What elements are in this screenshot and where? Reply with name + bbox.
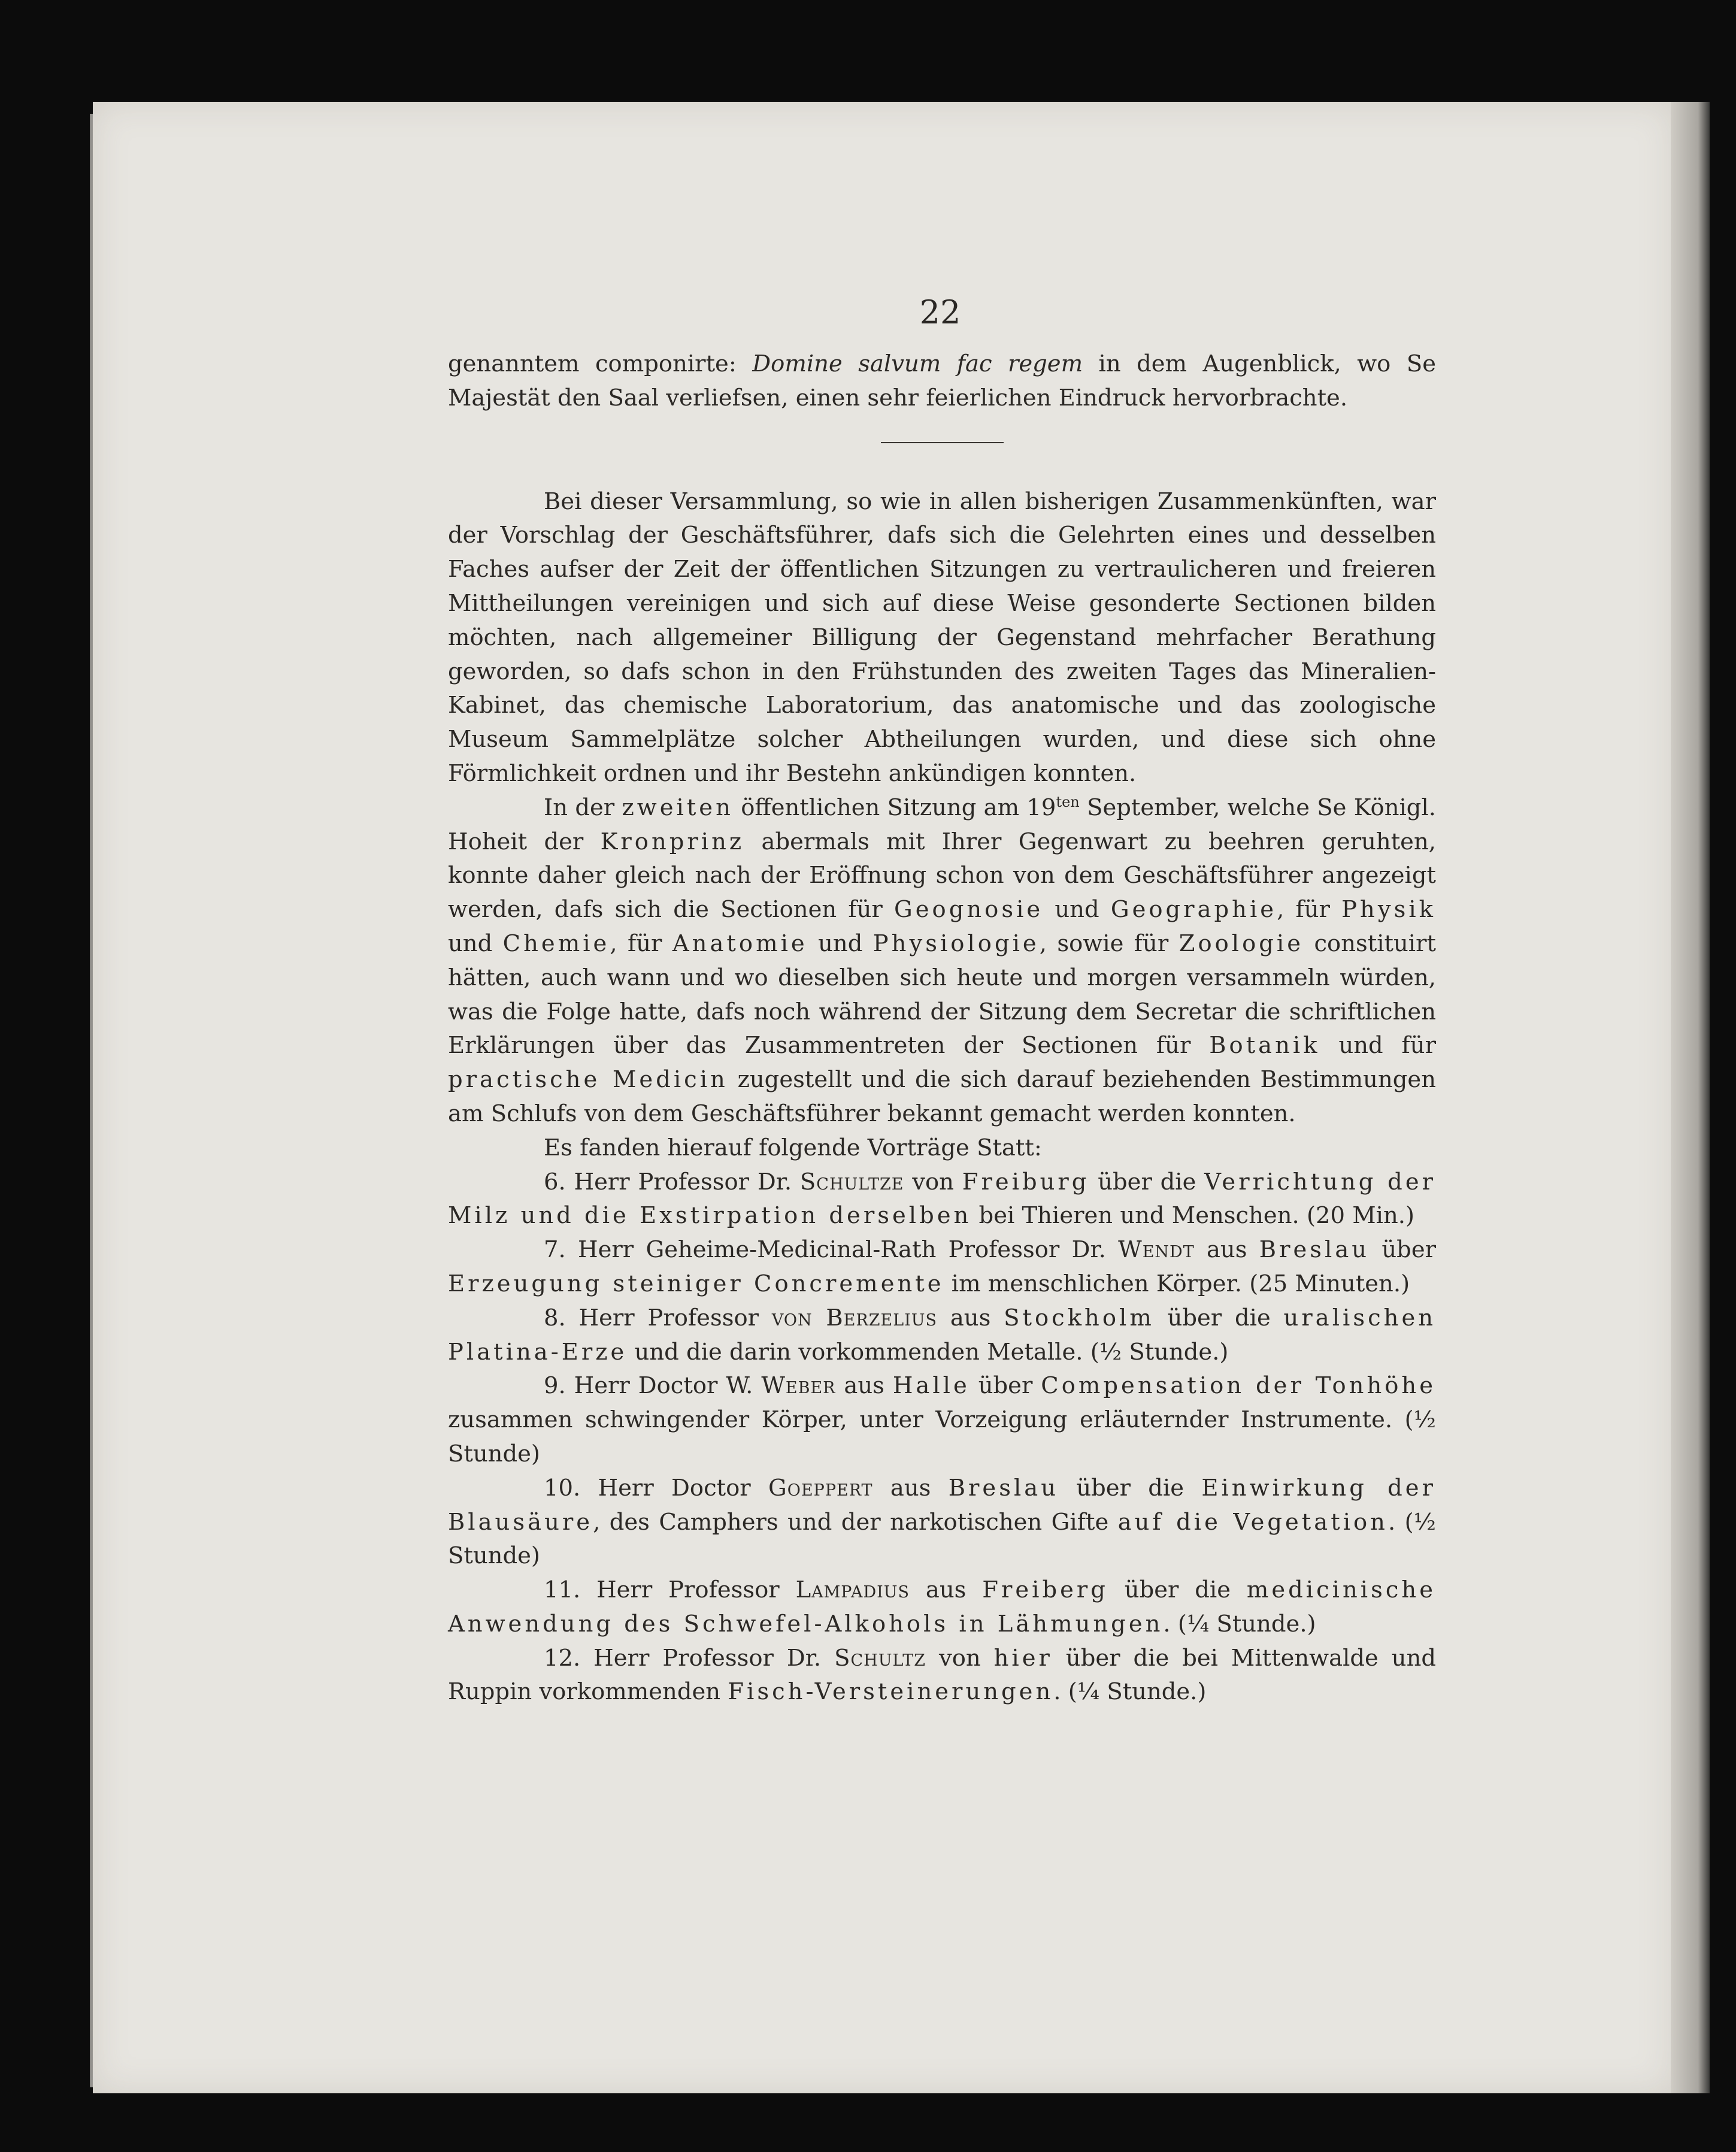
lecture-item-8: 8. Herr Professor von Berzelius aus Stockholm über die uralischen Platina-Erze und die darin vorkommenden Metalle. (½ Stunde.) <box>448 1304 1437 1366</box>
lecture-item-6: 6. Herr Professor Dr. Schultze von Freiburg über die Verrichtung der Milz und die Exstirpation derselben bei Thieren und Menschen. (20 Min.) <box>448 1168 1437 1230</box>
lecture-item-9: 9. Herr Doctor W. Weber aus Halle über Compensation der Tonhöhe zusammen schwingender Körper, unter Vorzeigung erläuternder Instrumente. (½ Stunde) <box>448 1372 1436 1467</box>
page-number: 22 <box>919 293 961 331</box>
section-divider <box>881 442 1004 443</box>
lecture-item-7: 7. Herr Geheime-Medicinal-Rath Professor Dr. Wendt aus Breslau über Erzeugung steiniger Concremente im menschlichen Körper. (25 Minuten.) <box>448 1236 1437 1297</box>
lecture-item-12: 12. Herr Professor Dr. Schultz von hier über die bei Mittenwalde und Ruppin vorkommenden Fisch-Versteinerungen. (¼ Stunde.) <box>448 1644 1437 1706</box>
lecture-item-11: 11. Herr Professor Lampadius aus Freiberg über die medicinische Anwendung des Schwefel-Alkohols in Lähmungen. (¼ Stunde.) <box>448 1576 1436 1638</box>
paragraph-sections: Bei dieser Versammlung, so wie in allen bisherigen Zusammenkünften, war der Vorschlag der Geschäftsführer, dafs sich die Gelehrten eines und desselben Faches aufser der Zeit der öffentlichen Sitzungen zu vertraulicheren und freieren Mittheilungen vereinigen und sich auf diese Weise gesonderte Sectionen bilden möchten, nach allgemeiner Billigung der Gegenstand mehrfacher Berathung geworden, so dafs schon in den Frühstunden des zweiten Tages das Mineralien-Kabinet, das chemische Laboratorium, das anatomische und das zoologische Museum Sammelplätze solcher Abtheilungen wurden, und diese sich ohne Förmlichkeit ordnen und ihr Bestehn ankündigen konnten. <box>448 488 1436 787</box>
paragraph-closing: genanntem componirte: Domine salvum fac regem in dem Augenblick, wo Se Majestät den Saal verliefsen, einen sehr feierlichen Eindruck hervorbrachte. <box>448 350 1436 411</box>
page-right-edge <box>1671 102 1710 2093</box>
paragraph-lectures-intro: Es fanden hierauf folgende Vorträge Statt: <box>544 1134 1042 1161</box>
body-text <box>448 347 1436 1709</box>
lecture-item-10: 10. Herr Doctor Goeppert aus Breslau über die Einwirkung der Blausäure, des Camphers und der narkotischen Gifte auf die Vegetation. (½ Stunde) <box>448 1474 1437 1570</box>
paragraph-second-session: In der zweiten öffentlichen Sitzung am $19^{ten}$ September, welche Se Königl. Hoheit der Kronprinz abermals mit Ihrer Gegenwart zu beehren geruhten, konnte daher gleich nach der Eröffnung schon von dem Geschäftsführer angezeigt werden, dafs sich die Sectionen für Geognosie und Geographie, für Physik und Chemie, für Anatomie und Physiologie, sowie für Zoologie constituirt hätten, auch wann und wo dieselben sich heute und morgen versammeln würden, was die Folge hatte, dafs noch während der Sitzung dem Secretar die schriftlichen Erklärungen über das Zusammentreten der Sectionen für Botanik und für practische Medicin zugestellt und die sich darauf beziehenden Bestimmungen am Schlufs von dem Geschäftsführer bekannt gemacht werden konnten. <box>448 793 1436 1127</box>
